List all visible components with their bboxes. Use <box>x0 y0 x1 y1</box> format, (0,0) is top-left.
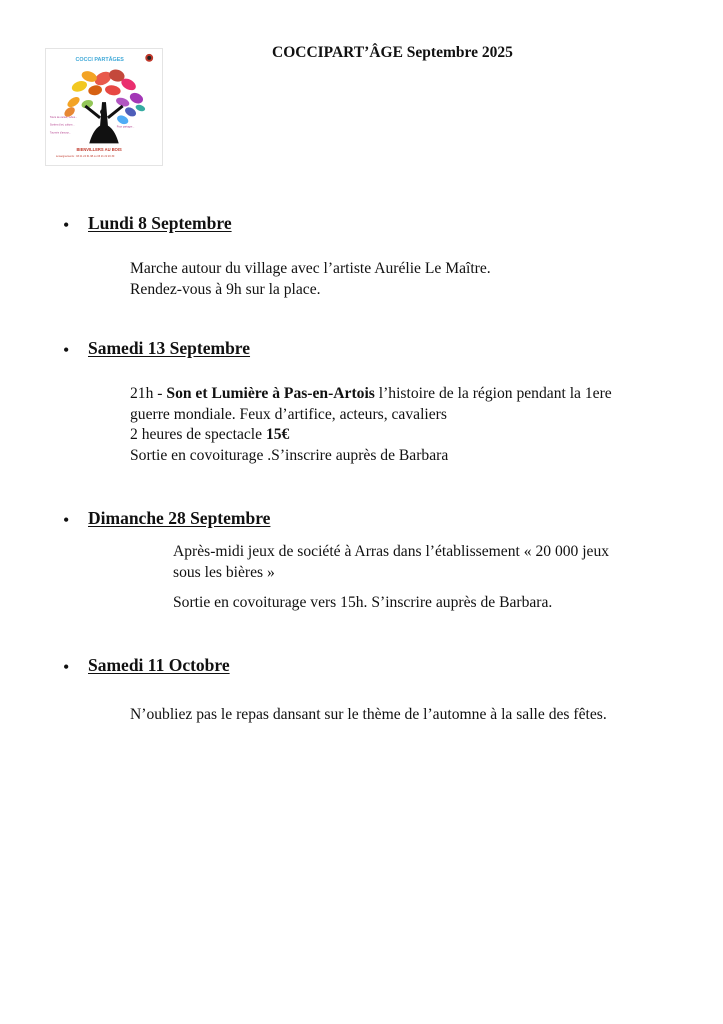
event-heading: Dimanche 28 Septembre <box>88 508 271 528</box>
svg-text:COCCI PARTÂGES: COCCI PARTÂGES <box>75 56 124 63</box>
svg-text:BIENVILLERS AU BOIS: BIENVILLERS AU BOIS <box>76 147 122 153</box>
event-line: Sortie en covoiturage vers 15h. S’inscrire auprès de Barbara. <box>173 594 553 611</box>
svg-text:Tours de cartes, rebus...: Tours de cartes, rebus... <box>49 115 78 119</box>
event-line: N’oubliez pas le repas dansant sur le thème de l’automne à la salle des fêtes. <box>130 706 607 723</box>
event-line <box>130 425 612 446</box>
svg-text:Tournée d'amour...: Tournée d'amour... <box>49 131 71 135</box>
event-description <box>130 384 612 466</box>
event-text: l’histoire de la région pendant la 1ere <box>374 385 612 402</box>
event-line: Sortie en covoiturage .S’inscrire auprès de Barbara <box>130 446 449 464</box>
document-title: COCCIPART’ÂGE Septembre 2025 <box>272 44 513 61</box>
time-text: 21h - <box>130 385 167 402</box>
logo-image <box>45 48 163 166</box>
bullet-icon: • <box>63 340 70 360</box>
bullet-icon: • <box>63 215 70 235</box>
event-line: Après-midi jeux de société à Arras dans l’établissement « 20 000 jeux <box>173 543 610 560</box>
event-line <box>130 384 612 405</box>
event-heading: Samedi 13 Septembre <box>88 338 251 358</box>
event-heading: Lundi 8 Septembre <box>88 213 232 233</box>
price-text: 15€ <box>265 426 290 443</box>
event-description <box>173 542 609 614</box>
bullet-icon: • <box>63 510 70 530</box>
event-line: guerre mondiale. Feux d’artifice, acteurs, cavaliers <box>130 405 447 423</box>
svg-text:renseignements : 03 21 24 61 9: renseignements : 03 21 24 61 98 ou 03 21 22 20 30 <box>55 155 115 159</box>
bullet-icon: • <box>63 657 70 677</box>
event-line: Rendez-vous à 9h sur la place. <box>130 280 321 298</box>
event-title-bold: Son et Lumière à Pas-en-Artois <box>166 385 375 402</box>
svg-text:Sorties d'art, culture...: Sorties d'art, culture... <box>49 123 75 127</box>
event-line: Marche autour du village avec l’artiste Aurélie Le Maître. <box>130 260 491 277</box>
tree-of-hands-icon <box>46 49 162 165</box>
svg-text:Pour partager...: Pour partager... <box>116 125 135 129</box>
event-description <box>130 705 607 726</box>
event-description <box>130 259 491 300</box>
event-line: sous les bières » <box>173 563 275 581</box>
event-heading: Samedi 11 Octobre <box>88 655 230 675</box>
event-text: 2 heures de spectacle <box>130 426 266 443</box>
